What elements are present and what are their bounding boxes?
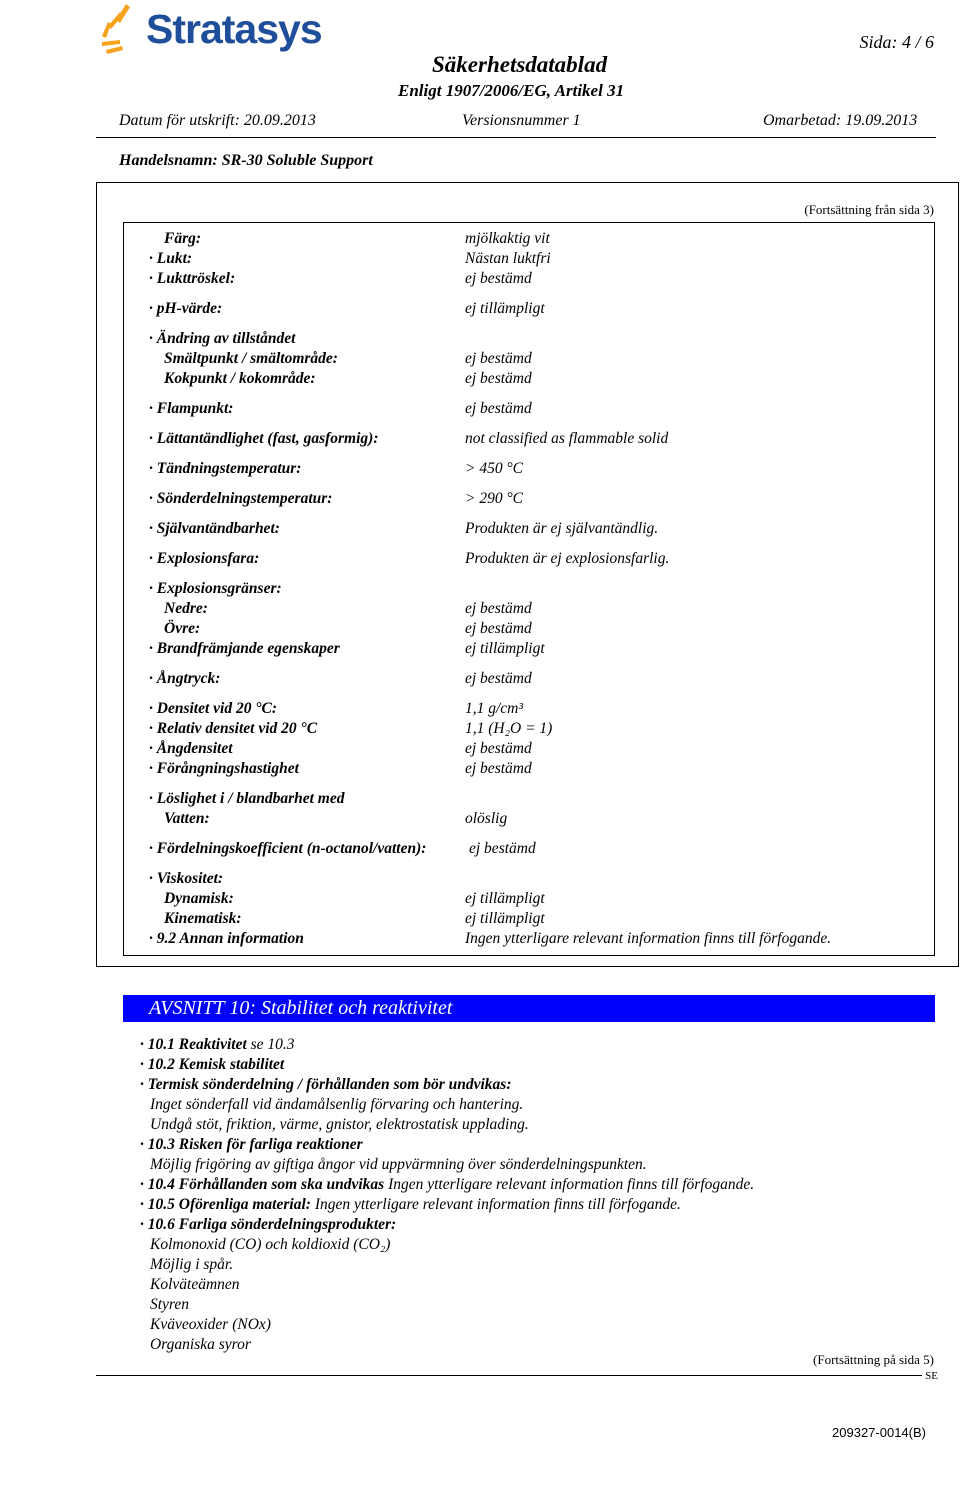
section-line-bold: · Termisk sönderdelning / förhållanden som bör undvikas: xyxy=(140,1076,512,1093)
property-label: · Förångningshastighet xyxy=(149,760,299,777)
trade-name: Handelsnamn: SR-30 Soluble Support xyxy=(119,152,373,169)
property-label: · Tändningstemperatur: xyxy=(149,460,302,477)
section-line-bold: · 10.2 Kemisk stabilitet xyxy=(140,1056,285,1073)
section-line xyxy=(150,1115,529,1135)
section-line-text: se 10.3 xyxy=(246,1036,295,1053)
property-label: Kokpunkt / kokområde: xyxy=(164,370,316,387)
property-value: Produkten är ej explosionsfarlig. xyxy=(465,550,670,567)
section-line-text: Kolväteämnen xyxy=(150,1276,240,1293)
property-value: ej bestämd xyxy=(465,600,532,617)
section-line xyxy=(140,1135,363,1155)
version-number: Versionsnummer 1 xyxy=(462,112,581,129)
section-line xyxy=(140,1195,681,1215)
property-label: Kinematisk: xyxy=(164,910,242,927)
section-line-text: Ingen ytterligare relevant information finns till förfogande. xyxy=(384,1176,755,1193)
property-label: · Explosionsfara: xyxy=(149,550,260,567)
header-divider xyxy=(96,137,936,138)
properties-list xyxy=(149,227,929,947)
property-value: 1,1 (H₂O = 1) xyxy=(465,720,553,737)
property-value: ej tillämpligt xyxy=(465,300,545,317)
property-label: · Ändring av tillståndet xyxy=(149,330,296,347)
section-line xyxy=(150,1155,647,1175)
continued-from: (Fortsättning från sida 3) xyxy=(804,202,934,217)
property-value: ej tillämpligt xyxy=(465,890,545,907)
country-code: SE xyxy=(922,1370,938,1382)
section-line xyxy=(140,1035,295,1055)
section-line xyxy=(150,1235,390,1255)
property-value: Nästan luktfri xyxy=(465,250,551,267)
property-label: Dynamisk: xyxy=(164,890,234,907)
property-value: ej bestämd xyxy=(465,670,532,687)
section-line xyxy=(140,1175,754,1195)
property-label: Färg: xyxy=(164,230,202,247)
property-value: > 450 °C xyxy=(465,460,523,477)
section-line-bold: · 10.1 Reaktivitet xyxy=(140,1036,247,1053)
property-label: · Explosionsgränser: xyxy=(149,580,282,597)
logo-text: Stratasys xyxy=(146,6,322,52)
property-value: > 290 °C xyxy=(465,490,523,507)
section-10-heading: AVSNITT 10: Stabilitet och reaktivitet xyxy=(149,997,453,1019)
property-label: · Lukt: xyxy=(149,250,193,267)
property-label: · pH-värde: xyxy=(149,300,223,317)
stratasys-logo-icon xyxy=(96,2,146,58)
section-line-text: Ingen ytterligare relevant information finns till förfogande. xyxy=(310,1196,681,1213)
property-label: · Densitet vid 20 °C: xyxy=(149,700,278,717)
section-line-text: Kolmonoxid (CO) och koldioxid (CO₂) xyxy=(150,1236,391,1253)
doc-code: 209327-0014(B) xyxy=(832,1425,926,1440)
section-line-bold: · 10.6 Farliga sönderdelningsprodukter: xyxy=(140,1216,397,1233)
document-title: Säkerhetsdatablad xyxy=(432,52,608,77)
property-value: ej tillämpligt xyxy=(465,640,545,657)
section-line-bold: · 10.5 Oförenliga material: xyxy=(140,1196,311,1213)
property-label: · Självantändbarhet: xyxy=(149,520,280,537)
property-value: ej bestämd xyxy=(465,760,532,777)
property-label: · Lättantändlighet (fast, gasformig): xyxy=(149,430,379,447)
section-line-bold: · 10.3 Risken för farliga reaktioner xyxy=(140,1136,363,1153)
section-line-text: Inget sönderfall vid ändamålsenlig förvaring och hantering. xyxy=(150,1096,524,1113)
section-line-text: Undgå stöt, friktion, värme, gnistor, elektrostatisk upplading. xyxy=(150,1116,529,1133)
property-label: · Relativ densitet vid 20 °C xyxy=(149,720,318,737)
revised-date: Omarbetad: 19.09.2013 xyxy=(763,112,918,129)
section-line xyxy=(150,1295,189,1315)
document-subtitle: Enligt 1907/2006/EG, Artikel 31 xyxy=(398,81,625,100)
property-label: · Fördelningskoefficient (n-octanol/vatten): xyxy=(149,840,427,857)
print-date: Datum för utskrift: 20.09.2013 xyxy=(119,112,316,129)
section-line-text: Styren xyxy=(150,1296,190,1313)
section-line-text: Kväveoxider (NOx) xyxy=(150,1316,271,1333)
property-value: olöslig xyxy=(465,810,508,827)
property-value: ej bestämd xyxy=(465,620,532,637)
property-value: ej bestämd xyxy=(465,350,532,367)
section-line xyxy=(150,1335,251,1355)
property-value: mjölkaktig vit xyxy=(465,230,550,247)
property-label: · Sönderdelningstemperatur: xyxy=(149,490,333,507)
property-value: 1,1 g/cm³ xyxy=(465,700,524,717)
property-label: · Ångtryck: xyxy=(149,670,221,687)
property-label: · Löslighet i / blandbarhet med xyxy=(149,790,345,807)
property-value: ej bestämd xyxy=(465,270,532,287)
property-value: ej bestämd xyxy=(465,740,532,757)
property-label: · Ångdensitet xyxy=(149,740,233,757)
property-label: · Brandfrämjande egenskaper xyxy=(149,640,340,657)
property-label: Övre: xyxy=(164,620,201,637)
property-value: Produkten är ej självantändlig. xyxy=(465,520,659,537)
property-label: Vatten: xyxy=(164,810,210,827)
property-value: ej bestämd xyxy=(465,400,532,417)
property-label: · 9.2 Annan information xyxy=(149,930,304,947)
property-label: Nedre: xyxy=(164,600,208,617)
section-line-text: Organiska syror xyxy=(150,1336,251,1353)
property-value: ej bestämd xyxy=(469,840,536,857)
property-label: Smältpunkt / smältområde: xyxy=(164,350,338,367)
continued-to: (Fortsättning på sida 5) xyxy=(813,1352,934,1367)
section-line-text: Möjlig i spår. xyxy=(150,1256,234,1273)
property-value: ej bestämd xyxy=(465,370,532,387)
property-value: Ingen ytterligare relevant information finns till förfogande. xyxy=(465,930,832,947)
section-line xyxy=(150,1275,240,1295)
properties-box xyxy=(123,222,935,956)
section-line-bold: · 10.4 Förhållanden som ska undvikas xyxy=(140,1176,385,1193)
section-line xyxy=(150,1255,233,1275)
logo xyxy=(96,2,346,62)
page-number: Sida: 4 / 6 xyxy=(859,32,934,52)
section-10-heading-bar xyxy=(123,995,935,1022)
section-line xyxy=(140,1215,396,1235)
section-line-text: Möjlig frigöring av giftiga ångor vid uppvärmning över sönderdelningspunkten. xyxy=(150,1156,647,1173)
property-label: · Flampunkt: xyxy=(149,400,234,417)
footer-divider xyxy=(96,1375,936,1376)
section-line xyxy=(140,1055,284,1075)
property-value: ej tillämpligt xyxy=(465,910,545,927)
property-label: · Lukttröskel: xyxy=(149,270,236,287)
section-line xyxy=(150,1315,271,1335)
section-line xyxy=(150,1095,523,1115)
property-value: not classified as flammable solid xyxy=(465,430,669,447)
property-label: · Viskositet: xyxy=(149,870,224,887)
section-line xyxy=(140,1075,512,1095)
